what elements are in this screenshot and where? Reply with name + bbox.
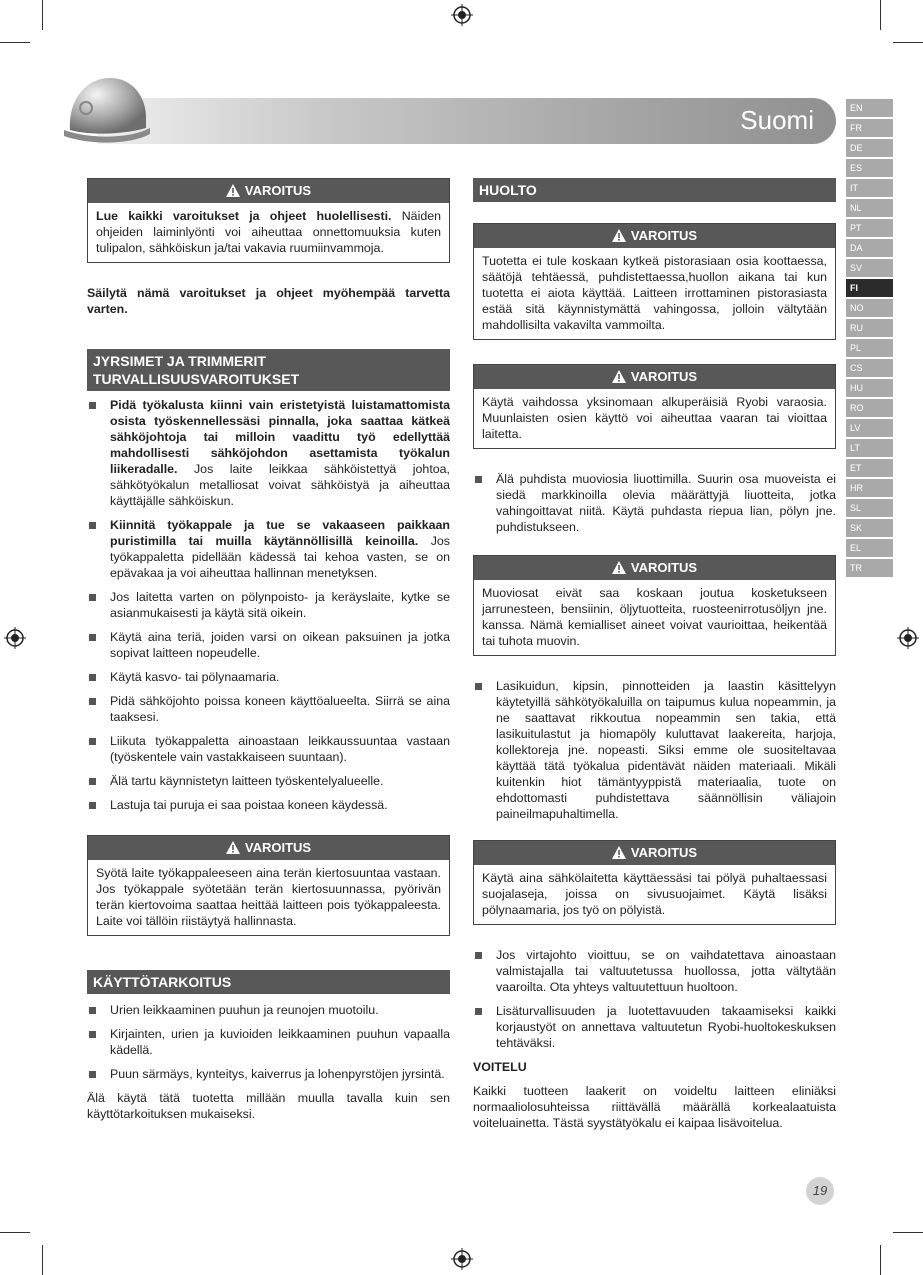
list-item: [87, 693, 450, 725]
list-item: [473, 678, 836, 822]
crop-mark: [880, 0, 881, 30]
bullet-icon: [89, 522, 96, 529]
bullet-icon: [89, 1071, 96, 1078]
list-item-bold: Pidä työkalusta kiinni vain eristetyistä luistamattomista osista työskennellessäsi pinnalla, joka saattaa kätkeä sähköjohtoja tai milloin vaadittu työ edellyttää mahdollisesti sähköjohdon asettamista työkalun liikeradalle.: [110, 398, 450, 476]
list-item-text: Liikuta työkappaletta ainoastaan leikkaussuuntaa vastaan (työskentele vain vastakkaiseen suuntaan).: [110, 734, 450, 764]
list-item: [87, 1066, 450, 1082]
lang-tab-hu[interactable]: HU: [846, 379, 893, 397]
lang-tab-tr[interactable]: TR: [846, 559, 893, 577]
bullet-icon: [89, 402, 96, 409]
warning-header: [474, 365, 835, 389]
warning-box: [87, 178, 450, 263]
list-item: [87, 797, 450, 813]
left-column: [87, 178, 450, 1122]
warning-body-text: Näiden ohjeiden laiminlyönti voi aiheuttaa onnettomuuksia kuten tulipalon, sähköiskun ja/tai vakavia ruumiinvammoja.: [96, 209, 441, 255]
warning-triangle-icon: [612, 561, 626, 574]
crop-mark: [42, 0, 43, 30]
warning-label: VAROITUS: [630, 560, 698, 575]
crop-mark: [0, 42, 30, 43]
list-item-text: Pidä sähköjohto poissa koneen käyttöalueelta. Siirrä se aina taaksesi.: [110, 694, 450, 724]
list-item-text: Jos laitetta varten on pölynpoisto- ja keräyslaite, kytke se asianmukaisesti ja käytä sitä oikein.: [110, 590, 450, 620]
registration-mark-icon: [4, 627, 26, 649]
warning-triangle-icon: [612, 229, 626, 242]
warning-header: [88, 179, 449, 203]
lang-tab-et[interactable]: ET: [846, 459, 893, 477]
lang-tab-hr[interactable]: HR: [846, 479, 893, 497]
warning-header: [474, 556, 835, 580]
registration-mark-icon: [451, 4, 473, 26]
bullet-icon: [475, 1008, 482, 1015]
list-item-text: Urien leikkaaminen puuhun ja reunojen muotoilu.: [110, 1003, 379, 1017]
usage-note: Älä käytä tätä tuotetta millään muulla tavalla kuin sen käyttötarkoituksen mukaiseksi.: [87, 1091, 450, 1121]
warning-text: Tuotetta ei tule koskaan kytkeä pistorasiaan osia koottaessa, säätöjä tehtäessä, puhdistettaessa,huollon aikana tai kun tuotetta ei aiota käyttää. Laitteen irrottaminen pistorasiasta estää sitä käynnistymättä vahingossa, jolloin vältytään mahdollisilta vakavilta vammoilta.: [482, 254, 827, 332]
lang-tab-es[interactable]: ES: [846, 159, 893, 177]
lang-tab-fr[interactable]: FR: [846, 119, 893, 137]
list-item-text: Jos työkappaletta pidellään kädessä tai kehoa vasten, se on epävakaa ja voi aiheuttaa hallinnan menetyksen.: [110, 534, 450, 580]
maintenance-list: [473, 947, 836, 1051]
bullet-icon: [475, 476, 482, 483]
warning-box: [87, 835, 450, 936]
registration-mark-icon: [451, 1248, 473, 1270]
list-item-text: Puun särmäys, kynteitys, kaiverrus ja lohenpyrstöjen jyrsintä.: [110, 1067, 445, 1081]
lang-tab-sl[interactable]: SL: [846, 499, 893, 517]
section-header-usage: KÄYTTÖTARKOITUS: [87, 970, 450, 994]
crop-mark: [0, 1232, 30, 1233]
warning-triangle-icon: [226, 184, 240, 197]
bullet-icon: [89, 698, 96, 705]
lang-tab-sk[interactable]: SK: [846, 519, 893, 537]
language-tabs: [846, 99, 893, 579]
lang-tab-ru[interactable]: RU: [846, 319, 893, 337]
bullet-icon: [89, 778, 96, 785]
warning-bold-text: Lue kaikki varoitukset ja ohjeet huolellisesti.: [96, 209, 392, 223]
maintenance-list: [473, 678, 836, 822]
crop-mark: [880, 1245, 881, 1275]
warning-label: VAROITUS: [630, 845, 698, 860]
list-item-text: Lastuja tai puruja ei saa poistaa koneen käydessä.: [110, 798, 388, 812]
warning-header: [474, 841, 835, 865]
list-item-text: Kirjainten, urien ja kuvioiden leikkaaminen puuhun vapaalla kädellä.: [110, 1027, 450, 1057]
bullet-icon: [89, 674, 96, 681]
list-item: [87, 1026, 450, 1058]
crop-mark: [893, 42, 923, 43]
warning-triangle-icon: [612, 370, 626, 383]
warning-text: [88, 203, 449, 262]
list-item: [87, 517, 450, 581]
lang-tab-da[interactable]: DA: [846, 239, 893, 257]
warning-header: [88, 836, 449, 860]
warning-text: Käytä vaihdossa yksinomaan alkuperäisiä Ryobi varaosia. Muunlaisten osien käyttö voi aiheuttaa vaaran tai vioittaa laitetta.: [482, 395, 827, 441]
crop-mark: [42, 1245, 43, 1275]
bullet-icon: [89, 802, 96, 809]
lang-tab-cs[interactable]: CS: [846, 359, 893, 377]
warning-text: Syötä laite työkappaleeseen aina terän kiertosuuntaa vastaan. Jos työkappale syötetään terän kiertosuunnassa, pyörivän terän kiertovoima saattaa heittää laitteen pois työkappaleesta. Laite voi tällöin riistäytyä hallinnasta.: [96, 866, 441, 928]
warning-triangle-icon: [612, 846, 626, 859]
safety-list: [87, 397, 450, 813]
lang-tab-ro[interactable]: RO: [846, 399, 893, 417]
lang-tab-lv[interactable]: LV: [846, 419, 893, 437]
lang-tab-nl[interactable]: NL: [846, 199, 893, 217]
keep-instructions-note: Säilytä nämä varoitukset ja ohjeet myöhempää tarvetta varten.: [87, 286, 450, 316]
safety-helmet-icon: [62, 72, 152, 146]
list-item: [87, 397, 450, 509]
registration-mark-icon: [897, 627, 919, 649]
lubrication-heading: VOITELU: [473, 1060, 527, 1074]
right-column: [473, 178, 836, 1131]
list-item: [473, 1003, 836, 1051]
bullet-icon: [89, 1031, 96, 1038]
warning-box: [473, 364, 836, 449]
list-item: [87, 629, 450, 661]
list-item-text: Jos laite leikkaa sähköistettyä johtoa, sähkötyökalun metalliosat voivat sähköistyä ja aiheuttaa käyttäjälle sähköiskun.: [110, 462, 450, 508]
list-item-text: Jos virtajohto vioittuu, se on vaihdatettava ainoastaan valmistajalla tai valtuutetussa huollossa, jotta vältytään vaaroilta. Ota yhteys valtuutettuun huoltoon.: [496, 948, 836, 994]
list-item-bold: Kiinnitä työkappale ja tue se vakaaseen paikkaan puristimilla tai muilla käytännöllisillä keinoilla.: [110, 518, 450, 548]
lang-tab-fi[interactable]: FI: [846, 279, 893, 297]
maintenance-list: [473, 471, 836, 535]
lang-tab-pt[interactable]: PT: [846, 219, 893, 237]
lang-tab-en[interactable]: EN: [846, 99, 893, 117]
list-item: [87, 589, 450, 621]
warning-label: VAROITUS: [630, 369, 698, 384]
lang-tab-sv[interactable]: SV: [846, 259, 893, 277]
list-item: [473, 471, 836, 535]
lang-tab-pl[interactable]: PL: [846, 339, 893, 357]
lubrication-text: Kaikki tuotteen laakerit on voideltu laitteen eliniäksi normaaliolosuhteissa riittävällä määrällä korkealaatuista voiteluainetta. Tästä syystätyökalu ei kaipaa lisävoitelua.: [473, 1084, 836, 1130]
warning-header: [474, 224, 835, 248]
warning-label: VAROITUS: [630, 228, 698, 243]
bullet-icon: [475, 683, 482, 690]
header-band: [98, 98, 836, 144]
bullet-icon: [89, 634, 96, 641]
list-item-text: Lisäturvallisuuden ja luotettavuuden takaamiseksi kaikki korjaustyöt on annettava valtuutetun Ryobi-huoltokeskuksen tehtäväksi.: [496, 1004, 836, 1050]
list-item-text: Lasikuidun, kipsin, pinnotteiden ja laastin käsittelyyn käytetyillä sähkötyökaluilla on taipumus kulua nopeammin, ja ne saattavat rikkoutua nopeammin sen takia, että lasikuitulastut ja hiomapöly kuluttavat laakereita, harjoja, kollektoreja jne. nopeasti. Siksi emme ole suositeltavaa käyttää tätä työkalua pidentävät näiden materiaali. Mikäli kuitenkin hiot tämäntyyppistä materiaalia, tuote on ehdottomasti puhdistettava säännöllisin väliajoin paineilmapuhaltimella.: [496, 679, 836, 821]
list-item-text: Käytä aina teriä, joiden varsi on oikean paksuinen ja jotka sopivat laitteen nopeudelle.: [110, 630, 450, 660]
section-header-safety: JYRSIMET JA TRIMMERIT TURVALLISUUSVAROITUKSET: [87, 349, 450, 391]
page-title: Suomi: [740, 105, 814, 135]
warning-label: VAROITUS: [244, 840, 312, 855]
list-item-text: Älä tartu käynnistetyn laitteen työskentelyalueelle.: [110, 774, 384, 788]
list-item-text: Käytä kasvo- tai pölynaamaria.: [110, 670, 280, 684]
warning-box: [473, 840, 836, 925]
warning-box: [473, 555, 836, 656]
lang-tab-el[interactable]: EL: [846, 539, 893, 557]
crop-mark: [893, 1232, 923, 1233]
section-header-maintenance: HUOLTO: [473, 178, 836, 202]
lang-tab-lt[interactable]: LT: [846, 439, 893, 457]
bullet-icon: [475, 952, 482, 959]
warning-text: Käytä aina sähkölaitetta käyttäessäsi tai pölyä puhaltaessasi suojalaseja, joissa on sivusuojaimet. Käytä lisäksi pölynaamaria, jos työ on pölyistä.: [482, 871, 827, 917]
bullet-icon: [89, 738, 96, 745]
list-item-text: Älä puhdista muoviosia liuottimilla. Suurin osa muoveista ei siedä markkinoilla olevia määrättyjä liuotteita, jotka vahingoittavat niitä. Käytä puhdasta riepua lian, pölyn jne. puhdistukseen.: [496, 472, 836, 534]
list-item: [87, 773, 450, 789]
lang-tab-no[interactable]: NO: [846, 299, 893, 317]
warning-label: VAROITUS: [244, 183, 312, 198]
warning-box: [473, 223, 836, 340]
list-item: [87, 1002, 450, 1018]
warning-text: Muoviosat eivät saa koskaan joutua kosketukseen jarrunesteen, bensiinin, öljytuotteita, ruosteenirrotusöljyn jne. kanssa. Nämä kemialliset aineet voivat vaurioittaa, heikentää tai tuhota muovin.: [482, 586, 827, 648]
lang-tab-it[interactable]: IT: [846, 179, 893, 197]
lang-tab-de[interactable]: DE: [846, 139, 893, 157]
bullet-icon: [89, 594, 96, 601]
list-item: [87, 669, 450, 685]
list-item: [87, 733, 450, 765]
list-item: [473, 947, 836, 995]
warning-triangle-icon: [226, 841, 240, 854]
page-number: 19: [806, 1177, 834, 1205]
bullet-icon: [89, 1007, 96, 1014]
usage-list: [87, 1002, 450, 1082]
